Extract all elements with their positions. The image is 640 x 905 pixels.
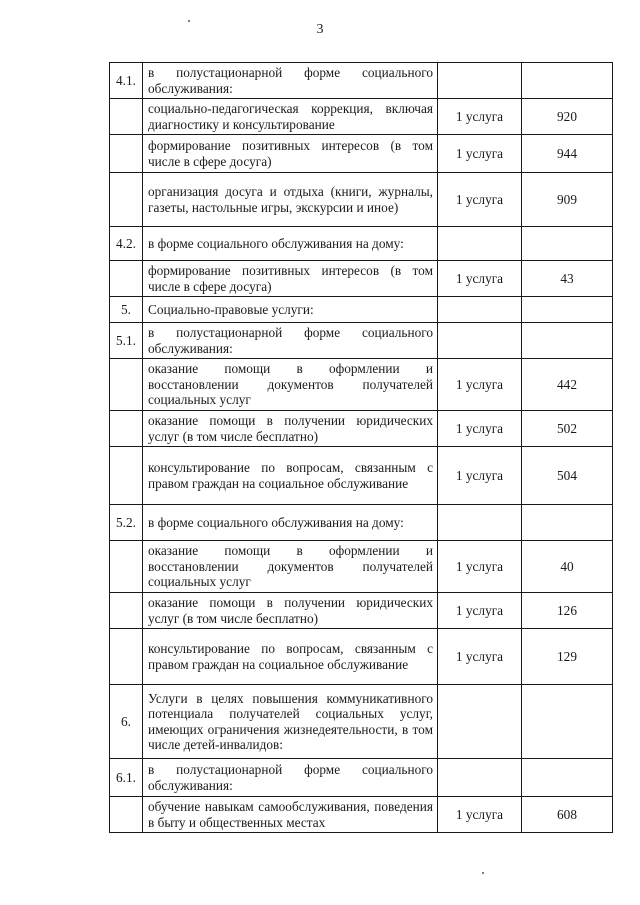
service-name: организация досуга и отдыха (книги, журналы, газеты, настольные игры, экскурсии и иное) xyxy=(143,173,438,227)
services-table xyxy=(109,62,613,833)
table-row xyxy=(110,297,613,323)
unit-cell: 1 услуга xyxy=(438,411,522,447)
unit-cell: 1 услуга xyxy=(438,447,522,505)
scan-speck xyxy=(482,872,484,874)
table-row xyxy=(110,447,613,505)
table-row xyxy=(110,505,613,541)
table-row xyxy=(110,629,613,685)
value-cell xyxy=(522,685,613,759)
table-row xyxy=(110,541,613,593)
row-number xyxy=(110,447,143,505)
scan-speck xyxy=(188,20,190,22)
value-cell: 944 xyxy=(522,135,613,173)
unit-cell xyxy=(438,505,522,541)
row-number: 6. xyxy=(110,685,143,759)
service-name: формирование позитивных интересов (в том числе в сфере досуга) xyxy=(143,261,438,297)
table-row xyxy=(110,685,613,759)
service-name: в полустационарной форме социального обслуживания: xyxy=(143,63,438,99)
table-row xyxy=(110,135,613,173)
value-cell: 920 xyxy=(522,99,613,135)
unit-cell: 1 услуга xyxy=(438,797,522,833)
value-cell xyxy=(522,323,613,359)
unit-cell: 1 услуга xyxy=(438,99,522,135)
unit-cell: 1 услуга xyxy=(438,173,522,227)
table-row xyxy=(110,63,613,99)
table-row xyxy=(110,323,613,359)
value-cell: 40 xyxy=(522,541,613,593)
unit-cell xyxy=(438,63,522,99)
unit-cell: 1 услуга xyxy=(438,135,522,173)
row-number xyxy=(110,797,143,833)
unit-cell xyxy=(438,685,522,759)
row-number xyxy=(110,629,143,685)
unit-cell xyxy=(438,297,522,323)
row-number: 5.2. xyxy=(110,505,143,541)
table-row xyxy=(110,797,613,833)
service-name: консультирование по вопросам, связанным с правом граждан на социальное обслуживание xyxy=(143,629,438,685)
table-row xyxy=(110,99,613,135)
unit-cell: 1 услуга xyxy=(438,541,522,593)
value-cell: 126 xyxy=(522,593,613,629)
row-number xyxy=(110,135,143,173)
service-name: обучение навыкам самообслуживания, поведения в быту и общественных местах xyxy=(143,797,438,833)
row-number: 5. xyxy=(110,297,143,323)
value-cell: 504 xyxy=(522,447,613,505)
table-row xyxy=(110,593,613,629)
table-row xyxy=(110,173,613,227)
value-cell xyxy=(522,297,613,323)
service-name: оказание помощи в получении юридических услуг (в том числе бесплатно) xyxy=(143,593,438,629)
value-cell: 43 xyxy=(522,261,613,297)
value-cell xyxy=(522,63,613,99)
service-name: Социально-правовые услуги: xyxy=(143,297,438,323)
row-number xyxy=(110,411,143,447)
row-number: 4.2. xyxy=(110,227,143,261)
row-number xyxy=(110,261,143,297)
service-name: оказание помощи в оформлении и восстановлении документов получателей социальных услуг xyxy=(143,359,438,411)
service-name: в форме социального обслуживания на дому: xyxy=(143,505,438,541)
value-cell xyxy=(522,505,613,541)
value-cell: 442 xyxy=(522,359,613,411)
service-name: в полустационарной форме социального обслуживания: xyxy=(143,759,438,797)
row-number xyxy=(110,593,143,629)
unit-cell: 1 услуга xyxy=(438,359,522,411)
table-row xyxy=(110,359,613,411)
table-row xyxy=(110,411,613,447)
row-number xyxy=(110,173,143,227)
value-cell xyxy=(522,227,613,261)
unit-cell: 1 услуга xyxy=(438,593,522,629)
table-row xyxy=(110,759,613,797)
value-cell: 909 xyxy=(522,173,613,227)
unit-cell xyxy=(438,759,522,797)
page-number: 3 xyxy=(316,22,324,37)
row-number: 4.1. xyxy=(110,63,143,99)
row-number xyxy=(110,541,143,593)
service-name: консультирование по вопросам, связанным с правом граждан на социальное обслуживание xyxy=(143,447,438,505)
service-name: в полустационарной форме социального обслуживания: xyxy=(143,323,438,359)
service-name: в форме социального обслуживания на дому: xyxy=(143,227,438,261)
service-name: Услуги в целях повышения коммуникативного потенциала получателей социальных услуг, имеющих ограничения жизнедеятельности, в том числе детей-инвалидов: xyxy=(143,685,438,759)
unit-cell xyxy=(438,227,522,261)
row-number xyxy=(110,99,143,135)
row-number: 6.1. xyxy=(110,759,143,797)
service-name: оказание помощи в получении юридических услуг (в том числе бесплатно) xyxy=(143,411,438,447)
value-cell: 129 xyxy=(522,629,613,685)
unit-cell: 1 услуга xyxy=(438,629,522,685)
service-name: оказание помощи в оформлении и восстановлении документов получателей социальных услуг xyxy=(143,541,438,593)
unit-cell: 1 услуга xyxy=(438,261,522,297)
value-cell xyxy=(522,759,613,797)
value-cell: 502 xyxy=(522,411,613,447)
table-row xyxy=(110,261,613,297)
row-number: 5.1. xyxy=(110,323,143,359)
value-cell: 608 xyxy=(522,797,613,833)
service-name: социально-педагогическая коррекция, включая диагностику и консультирование xyxy=(143,99,438,135)
unit-cell xyxy=(438,323,522,359)
table-row xyxy=(110,227,613,261)
row-number xyxy=(110,359,143,411)
service-name: формирование позитивных интересов (в том числе в сфере досуга) xyxy=(143,135,438,173)
